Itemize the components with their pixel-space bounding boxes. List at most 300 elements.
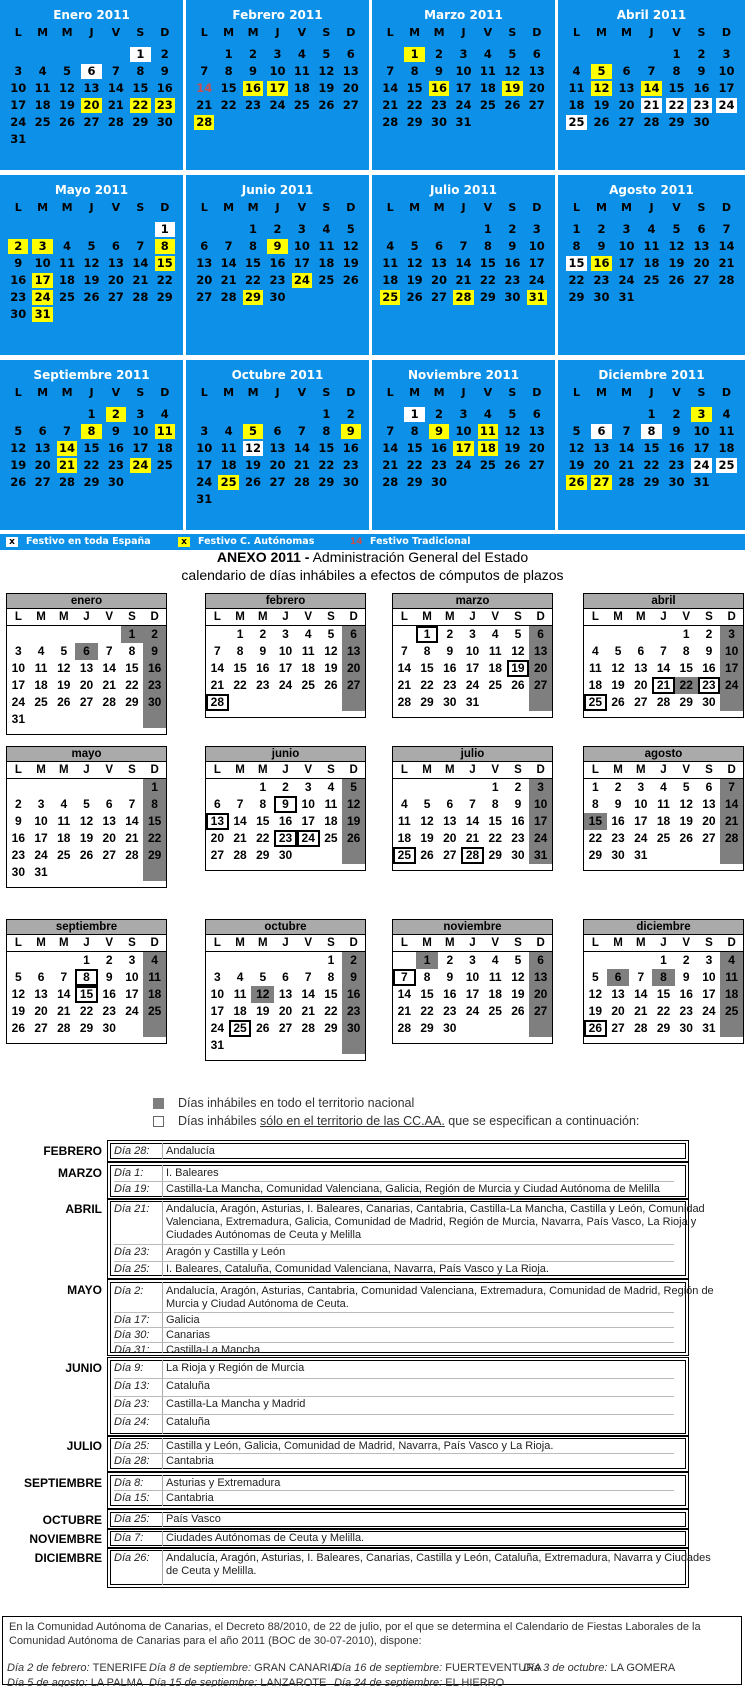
day-cell: 12 — [83, 256, 100, 270]
day-cell: 22 — [643, 458, 660, 472]
day-cell: 9 — [267, 239, 287, 254]
day-cell: 18 — [147, 987, 162, 1001]
day-cell: 9 — [151, 644, 158, 658]
day-cell: 1 — [327, 953, 335, 967]
day-cell: 19 — [588, 1004, 603, 1018]
day-column-divider — [162, 1550, 163, 1585]
weekday-label: M — [257, 611, 268, 623]
day-cell: 11 — [148, 970, 161, 984]
day-cell: 15 — [656, 987, 671, 1001]
day-cell: 6 — [111, 239, 120, 253]
holiday-row — [114, 1513, 221, 1525]
holiday-day: Día 30: — [114, 1329, 150, 1341]
day-cell: 13 — [346, 644, 361, 658]
weekday-header — [584, 762, 743, 779]
day-cell: 24 — [634, 831, 648, 845]
day-cell: 27 — [611, 1021, 625, 1035]
canarias-place: GRAN CANARIA — [254, 1662, 338, 1674]
day-cell: 2 — [346, 407, 355, 421]
day-cell: 31 — [533, 848, 548, 862]
legend-regional-text-u: sólo en el territorio de las CC.AA. — [260, 1114, 445, 1128]
holiday-row — [114, 1552, 711, 1577]
weekday-label: M — [247, 26, 259, 39]
day-cell: 24 — [292, 273, 312, 288]
holiday-regions: Castilla-La Mancha, Comunidad Valenciana, Galicia, Región de Murcia y Ciudad Autónoma de Melilla — [166, 1183, 660, 1195]
day-cell: 21 — [107, 98, 124, 112]
day-cell: 7 — [386, 64, 395, 78]
day-cell: 13 — [102, 814, 116, 828]
day-column-divider — [162, 1531, 163, 1546]
weekday-label: M — [61, 26, 73, 39]
day-cell: 19 — [245, 458, 262, 472]
blue-month-3 — [372, 0, 555, 170]
holiday-regions: I. Baleares, Cataluña, Comunidad Valenciana, Navarra, País Vasco y La Rioja. — [166, 1263, 549, 1275]
day-cell: 21 — [397, 678, 412, 692]
weekday-header — [393, 609, 552, 626]
weekday-label: L — [200, 201, 208, 214]
annex-month-title: febrero — [206, 594, 365, 609]
weekday-label: V — [105, 611, 114, 623]
day-cell: 27 — [83, 115, 100, 129]
annex-month-marzo — [392, 593, 553, 718]
day-grid — [584, 952, 743, 1037]
holiday-regions: Andalucía — [166, 1145, 215, 1157]
weekday-label: V — [682, 937, 691, 949]
weekday-label: J — [649, 26, 654, 39]
day-cell: 17 — [465, 987, 480, 1001]
day-cell: 24 — [34, 848, 48, 862]
weekday-header — [564, 26, 739, 39]
day-cell: 18 — [488, 987, 502, 1001]
day-cell: 14 — [220, 256, 237, 270]
empty-cell — [52, 952, 75, 969]
weekday-label: M — [422, 611, 432, 623]
day-cell: 22 — [588, 831, 603, 845]
day-cell: 11 — [589, 661, 602, 675]
blue-month-9 — [0, 360, 183, 530]
day-cell: 8 — [423, 970, 431, 984]
day-cell: 7 — [63, 424, 72, 438]
day-cell: 16 — [342, 441, 359, 455]
holiday-day: Día 9: — [114, 1362, 144, 1374]
day-cell: 3 — [128, 953, 136, 967]
empty-cell — [591, 47, 612, 62]
day-cell: 18 — [293, 81, 310, 95]
annex-subtitle: calendario de días inhábiles a efectos de cómputos de plazos — [181, 567, 564, 583]
blue-month-7 — [372, 175, 555, 355]
weekday-label: D — [160, 26, 170, 39]
day-cell: 25 — [479, 98, 496, 112]
day-cell: 5 — [508, 407, 517, 421]
empty-cell — [393, 626, 416, 643]
empty-cell — [584, 952, 607, 969]
annex-month-title: julio — [393, 747, 552, 762]
day-cell: 27 — [342, 98, 359, 112]
day-cell: 20 — [533, 987, 548, 1001]
legend-regional — [178, 1114, 639, 1128]
empty-cell — [393, 952, 416, 969]
day-cell: 11 — [568, 81, 585, 95]
day-cell: 22 — [233, 678, 247, 692]
annex-month-agosto — [583, 746, 744, 871]
annex-month-title: enero — [7, 594, 166, 609]
weekday-label: S — [697, 26, 706, 39]
day-cell: 23 — [504, 273, 521, 287]
weekday-label: M — [433, 386, 445, 399]
day-cell: 9 — [341, 424, 361, 439]
weekday-label: S — [697, 386, 706, 399]
day-cell: 19 — [511, 987, 525, 1001]
day-cell: 8 — [128, 644, 136, 658]
day-cell: 26 — [679, 831, 693, 845]
weekday-label: L — [200, 386, 208, 399]
day-cell: 21 — [196, 98, 213, 112]
day-cell: 28 — [59, 475, 76, 489]
day-cell: 21 — [293, 458, 310, 472]
day-cell: 31 — [34, 865, 48, 879]
day-cell: 30 — [431, 115, 448, 129]
weekday-label: V — [111, 201, 121, 214]
day-cell: 12 — [346, 797, 361, 811]
day-cell: 1 — [483, 222, 492, 236]
day-cell: 24 — [11, 695, 26, 709]
day-cell: 5 — [514, 627, 522, 641]
blue-month-5 — [0, 175, 183, 355]
weekday-header — [378, 26, 549, 39]
day-cell: 18 — [301, 661, 315, 675]
day-cell: 12 — [243, 441, 263, 456]
weekday-label: J — [469, 764, 476, 776]
blue-month-10 — [186, 360, 369, 530]
day-cell: 22 — [675, 677, 698, 694]
day-cell: 11 — [59, 256, 76, 270]
day-cell: 1 — [682, 627, 690, 641]
weekday-header — [7, 935, 166, 952]
day-grid — [393, 626, 552, 711]
weekday-label: V — [483, 201, 493, 214]
day-cell: 11 — [155, 424, 175, 439]
annex-month-julio — [392, 746, 553, 871]
holiday-day: Día 24: — [114, 1416, 150, 1428]
day-cell: 16 — [269, 256, 286, 270]
annex-month-febrero — [205, 593, 366, 718]
day-cell: 31 — [210, 1038, 225, 1052]
day-cell: 31 — [196, 492, 213, 506]
day-cell: 2 — [514, 780, 522, 794]
day-cell: 29 — [132, 115, 149, 129]
day-grid — [206, 952, 365, 1054]
legend-text: Festivo en toda España — [26, 536, 151, 547]
day-cell: 12 — [420, 814, 434, 828]
weekday-label: J — [275, 386, 280, 399]
empty-cell — [30, 952, 53, 969]
weekday-header — [7, 609, 166, 626]
weekday-label: V — [491, 764, 500, 776]
day-cell: 7 — [459, 239, 468, 253]
day-cell: 27 — [102, 848, 116, 862]
day-cell: 19 — [57, 678, 71, 692]
weekday-label: L — [572, 386, 580, 399]
day-cell: 3 — [459, 47, 468, 61]
day-cell: 8 — [259, 797, 267, 811]
weekday-label: S — [136, 201, 145, 214]
day-cell: 8 — [224, 64, 233, 78]
day-cell: 4 — [224, 424, 233, 438]
day-cell: 27 — [618, 115, 635, 129]
day-cell: 29 — [420, 695, 434, 709]
row-divider — [114, 1342, 674, 1343]
day-cell: 10 — [724, 644, 739, 658]
day-cell: 1 — [249, 222, 258, 236]
day-cell: 11 — [34, 661, 48, 675]
day-cell: 11 — [479, 64, 496, 78]
weekday-label: M — [37, 201, 49, 214]
day-cell: 31 — [527, 290, 547, 305]
day-cell: 24 — [210, 1021, 225, 1035]
weekday-label: M — [444, 611, 455, 623]
day-cell: 14 — [210, 661, 225, 675]
day-cell: 7 — [128, 797, 136, 811]
day-cell: 18 — [220, 458, 237, 472]
holiday-day: Día 25: — [114, 1440, 150, 1452]
day-cell: 12 — [251, 986, 274, 1003]
day-cell: 29 — [83, 475, 100, 489]
day-cell: 14 — [656, 661, 671, 675]
empty-cell — [98, 779, 121, 796]
empty-cell — [81, 222, 101, 237]
annex-month-diciembre — [583, 919, 744, 1044]
weekday-label: S — [327, 764, 335, 776]
day-cell: 22 — [256, 831, 270, 845]
day-cell: 20 — [269, 458, 286, 472]
weekday-label: M — [58, 764, 69, 776]
day-cell: 20 — [210, 831, 225, 845]
day-cell: 14 — [125, 814, 139, 828]
day-cell: 25 — [59, 290, 76, 304]
day-cell: 16 — [102, 987, 116, 1001]
day-cell: 28 — [107, 115, 124, 129]
day-cell: 11 — [382, 256, 399, 270]
weekday-header — [206, 762, 365, 779]
day-cell: 15 — [566, 256, 587, 271]
weekday-label: M — [235, 937, 245, 949]
day-cell: 28 — [57, 1021, 71, 1035]
day-cell: 2 — [106, 407, 126, 422]
day-cell: 23 — [679, 1004, 693, 1018]
holiday-day: Día 28: — [114, 1455, 150, 1467]
empty-cell — [32, 47, 52, 62]
day-cell: 5 — [591, 64, 612, 79]
day-cell: 15 — [245, 256, 262, 270]
holiday-row — [114, 1285, 714, 1310]
weekday-label: J — [275, 201, 280, 214]
day-cell: 30 — [693, 115, 710, 129]
day-cell: 4 — [722, 407, 731, 421]
day-cell: 1 — [322, 407, 331, 421]
weekday-label: V — [111, 386, 121, 399]
day-cell: 3 — [532, 222, 541, 236]
empty-cell — [218, 222, 238, 237]
holiday-row — [114, 1263, 549, 1275]
holiday-regions: Cantabria — [166, 1492, 214, 1504]
day-cell: 11 — [643, 239, 660, 253]
empty-cell — [32, 407, 52, 422]
day-cell: 16 — [429, 81, 449, 96]
weekday-label: M — [635, 764, 646, 776]
day-cell: 22 — [130, 98, 150, 113]
weekday-label: J — [89, 26, 94, 39]
weekday-label: M — [613, 611, 623, 623]
day-cell: 19 — [324, 661, 338, 675]
empty-cell — [629, 952, 652, 969]
day-cell: 20 — [346, 661, 361, 675]
day-cell: 25 — [380, 290, 400, 305]
day-cell: 27 — [346, 678, 361, 692]
day-cell: 1 — [121, 626, 144, 643]
day-cell: 4 — [327, 780, 335, 794]
empty-cell — [194, 222, 214, 237]
row-divider — [114, 1453, 674, 1454]
weekday-label: J — [275, 26, 280, 39]
holiday-month-label: DICIEMBRE — [34, 1551, 102, 1565]
day-cell: 16 — [443, 661, 457, 675]
day-cell: 2 — [350, 953, 357, 967]
day-cell: 2 — [273, 222, 282, 236]
day-cell: 19 — [346, 814, 361, 828]
day-grid — [378, 406, 549, 491]
day-cell: 16 — [431, 441, 448, 455]
weekday-label: M — [635, 937, 646, 949]
annex-month-title: septiembre — [7, 920, 166, 935]
weekday-label: J — [660, 764, 667, 776]
day-cell: 26 — [420, 848, 434, 862]
day-cell: 29 — [79, 1021, 94, 1035]
day-cell: 1 — [416, 952, 439, 969]
day-cell: 28 — [125, 848, 139, 862]
holiday-regions: I. Baleares — [166, 1167, 219, 1179]
empty-cell — [106, 47, 126, 62]
annex-month-enero — [6, 593, 167, 735]
day-cell: 2 — [682, 953, 690, 967]
weekday-label: J — [469, 611, 476, 623]
day-cell: 13 — [269, 441, 286, 455]
day-cell: 26 — [245, 475, 262, 489]
blue-month-12 — [558, 360, 745, 530]
day-cell: 24 — [130, 458, 150, 473]
day-cell: 14 — [641, 81, 662, 96]
day-cell: 19 — [611, 678, 625, 692]
canarias-intro: En la Comunidad Autónoma de Canarias, el Decreto 88/2010, de 22 de julio, por el que se determina el Calendario de Fiestas Laborales de la Comunidad Autónoma de Canarias para el año 2011 (BOC de 30-07-2010), dispone: — [9, 1621, 701, 1647]
day-cell: 7 — [214, 644, 221, 658]
day-cell: 28 — [382, 115, 399, 129]
day-cell: 3 — [32, 239, 52, 254]
weekday-label: S — [508, 201, 517, 214]
weekday-label: M — [621, 201, 632, 214]
day-cell: 23 — [342, 458, 359, 472]
day-cell: 24 — [528, 273, 545, 287]
holiday-row — [114, 1246, 286, 1258]
gray-square-icon — [153, 1098, 164, 1109]
day-cell: 21 — [132, 273, 149, 287]
day-cell: 28 — [220, 290, 237, 304]
day-cell: 15 — [324, 987, 338, 1001]
day-cell: 6 — [435, 239, 444, 253]
day-cell: 20 — [79, 678, 94, 692]
day-cell: 19 — [593, 98, 610, 112]
holiday-day: Día 25: — [114, 1513, 150, 1525]
day-cell: 25 — [566, 115, 587, 130]
day-cell: 8 — [81, 424, 101, 439]
day-cell: 24 — [618, 273, 635, 287]
holiday-day: Día 26: — [114, 1552, 150, 1564]
annex-month-octubre — [205, 919, 366, 1061]
day-cell: 3 — [14, 64, 23, 78]
weekday-label: J — [83, 611, 90, 623]
day-cell: 4 — [151, 953, 158, 967]
day-cell: 4 — [491, 953, 499, 967]
weekday-label: D — [349, 937, 358, 949]
day-cell: 17 — [465, 661, 480, 675]
weekday-label: L — [213, 937, 221, 949]
day-cell: 31 — [10, 132, 27, 146]
day-cell: 25 — [488, 1004, 502, 1018]
holiday-day: Día 7: — [114, 1532, 144, 1544]
day-cell: 5 — [672, 222, 681, 236]
day-cell: 22 — [406, 458, 423, 472]
canarias-note — [2, 1616, 742, 1685]
weekday-label: J — [660, 937, 667, 949]
day-cell: 15 — [406, 441, 423, 455]
weekday-label: M — [444, 937, 455, 949]
weekday-label: S — [508, 26, 517, 39]
day-cell: 16 — [668, 441, 685, 455]
day-cell: 28 — [656, 695, 671, 709]
day-cell: 7 — [722, 222, 731, 236]
day-cell: 14 — [102, 661, 116, 675]
day-cell: 26 — [10, 475, 27, 489]
weekday-label: L — [200, 26, 208, 39]
weekday-label: M — [257, 764, 268, 776]
day-cell: 19 — [342, 256, 359, 270]
day-cell: 27 — [269, 475, 286, 489]
blue-month-6 — [186, 175, 369, 355]
empty-cell — [267, 407, 287, 422]
day-cell: 20 — [618, 98, 635, 112]
empty-cell — [130, 222, 150, 237]
day-grid — [6, 46, 177, 148]
day-cell: 17 — [293, 256, 310, 270]
day-cell: 11 — [488, 970, 502, 984]
weekday-label: J — [89, 201, 94, 214]
day-cell: 26 — [668, 273, 685, 287]
day-cell: 23 — [147, 678, 162, 692]
day-cell: 18 — [656, 814, 671, 828]
day-cell: 19 — [668, 256, 685, 270]
annex-month-title: abril — [584, 594, 743, 609]
day-grid — [7, 952, 166, 1037]
day-cell: 5 — [63, 64, 72, 78]
day-cell: 19 — [502, 81, 522, 96]
empty-cell — [251, 952, 274, 969]
day-cell: 24 — [455, 458, 472, 472]
weekday-label: S — [128, 764, 136, 776]
weekday-label: M — [621, 26, 632, 39]
day-cell: 10 — [301, 797, 315, 811]
holiday-row — [114, 1416, 211, 1428]
canarias-place: LA GOMERA — [610, 1662, 676, 1674]
day-cell: 13 — [34, 987, 48, 1001]
weekday-label: S — [514, 764, 522, 776]
